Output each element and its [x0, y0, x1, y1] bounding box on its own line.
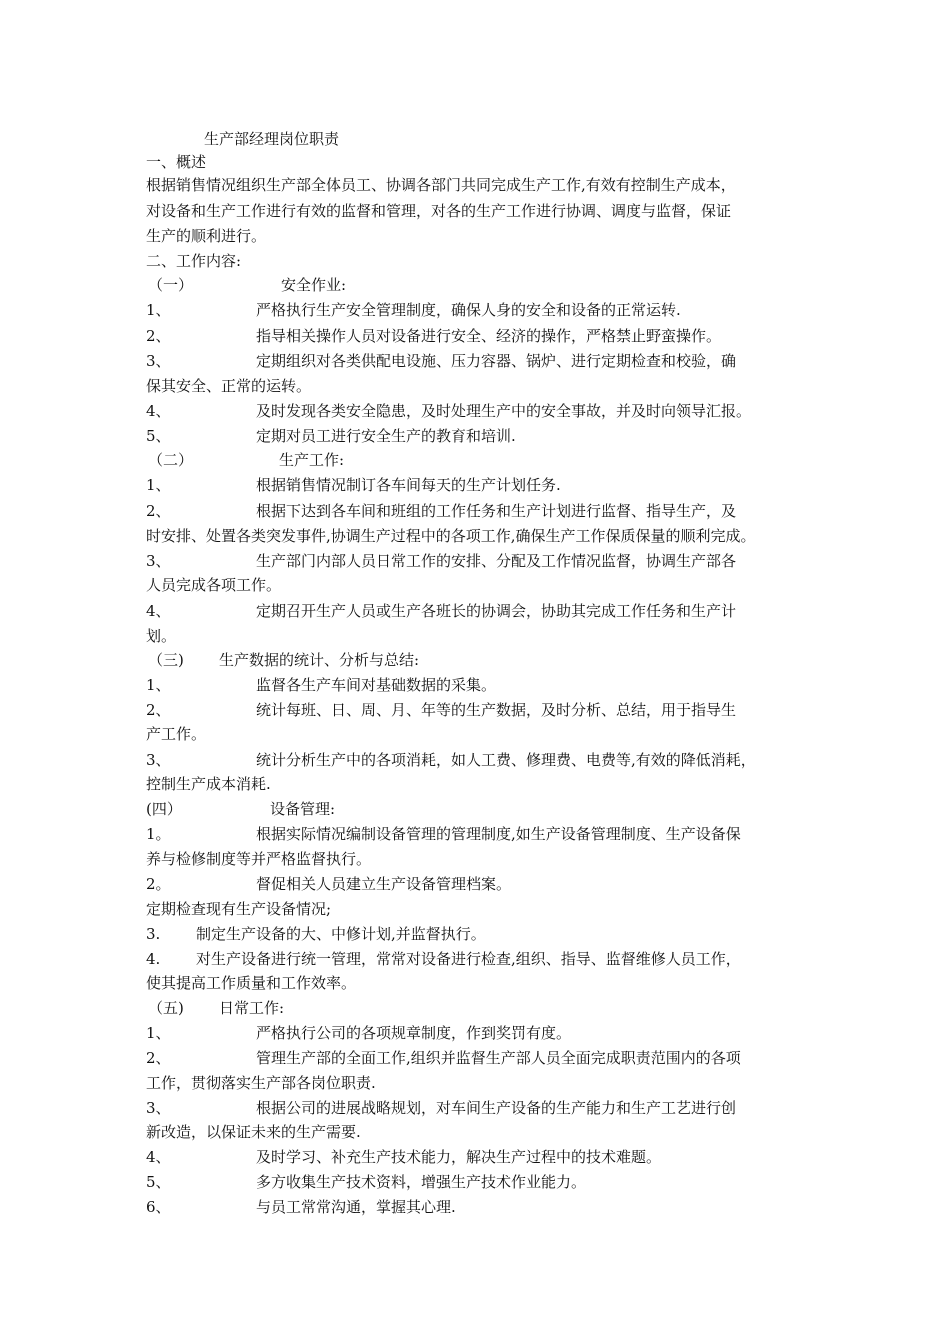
list-item: 1、 严格执行生产安全管理制度，确保人身的安全和设备的正常运转.	[146, 301, 681, 319]
page-title: 生产部经理岗位职责	[204, 130, 340, 148]
list-item: 2、 指导相关操作人员对设备进行安全、经济的操作，严格禁止野蛮操作。	[146, 327, 722, 345]
list-item: 2、 管理生产部的全面工作,组织并监督生产部人员全面完成职责范围内的各项	[146, 1049, 741, 1067]
list-item: 5、 定期对员工进行安全生产的教育和培训.	[146, 427, 516, 445]
list-item: 2。 督促相关人员建立生产设备管理档案。	[146, 875, 512, 893]
list-item: 3、 统计分析生产中的各项消耗，如人工费、修理费、电费等,有效的降低消耗，	[146, 751, 756, 769]
list-item-continuation: 人员完成各项工作。	[146, 576, 282, 594]
list-item-continuation: 使其提高工作质量和工作效率。	[146, 974, 357, 992]
list-item: 4、 及时发现各类安全隐患，及时处理生产中的安全事故，并及时向领导汇报。	[146, 402, 752, 420]
list-item: 6、 与员工常常沟通，掌握其心理.	[146, 1198, 456, 1216]
section-title: 日常工作:	[219, 999, 285, 1017]
list-item: 1、 监督各生产车间对基础数据的采集。	[146, 676, 497, 694]
list-item-continuation: 养与检修制度等并严格监督执行。	[146, 850, 372, 868]
list-item: 1、 严格执行公司的各项规章制度，作到奖罚有度。	[146, 1024, 572, 1042]
list-item-continuation: 时安排、处置各类突发事件,协调生产过程中的各项工作,确保生产工作保质保量的顺利完成。	[146, 527, 756, 545]
list-item: 1。 根据实际情况编制设备管理的管理制度,如生产设备管理制度、生产设备保	[146, 825, 741, 843]
list-item-continuation: 保其安全、正常的运转。	[146, 377, 312, 395]
list-item-continuation: 控制生产成本消耗.	[146, 775, 271, 793]
list-item: 3、 生产部门内部人员日常工作的安排、分配及工作情况监督，协调生产部各	[146, 552, 737, 570]
list-item-continuation: 新改造，以保证未来的生产需要.	[146, 1123, 361, 1141]
list-item: 4、 及时学习、补充生产技术能力，解决生产过程中的技术难题。	[146, 1148, 662, 1166]
list-item: 3. 制定生产设备的大、中修计划,并监督执行。	[146, 925, 486, 943]
list-item: 4、 定期召开生产人员或生产各班长的协调会，协助其完成工作任务和生产计	[146, 602, 737, 620]
section-title: 安全作业:	[281, 276, 347, 294]
list-item: 3、 根据公司的进展战略规划，对车间生产设备的生产能力和生产工艺进行创	[146, 1099, 737, 1117]
section-title: 生产工作:	[279, 451, 345, 469]
list-item: 定期检查现有生产设备情况;	[146, 900, 332, 918]
overview-line: 生产的顺利进行。	[146, 227, 267, 245]
list-item-continuation: 划。	[146, 627, 177, 645]
section-title: 生产数据的统计、分析与总结:	[219, 651, 420, 669]
overview-line: 对设备和生产工作进行有效的监督和管理，对各的生产工作进行协调、调度与监督，保证	[146, 202, 732, 220]
list-item: 2、 根据下达到各车间和班组的工作任务和生产计划进行监督、指导生产，及	[146, 502, 737, 520]
list-item: 1、 根据销售情况制订各车间每天的生产计划任务.	[146, 476, 561, 494]
content-heading: 二、工作内容:	[146, 252, 242, 270]
list-item-continuation: 工作，贯彻落实生产部各岗位职责.	[146, 1074, 376, 1092]
overview-heading: 一、概述	[146, 153, 207, 171]
section-title: 设备管理:	[270, 800, 336, 818]
list-item-continuation: 产工作。	[146, 725, 207, 743]
list-item: 5、 多方收集生产技术资料，增强生产技术作业能力。	[146, 1173, 587, 1191]
list-item: 4. 对生产设备进行统一管理，常常对设备进行检查,组织、指导、监督维修人员工作，	[146, 950, 741, 968]
overview-line: 根据销售情况组织生产部全体员工、协调各部门共同完成生产工作,有效有控制生产成本，	[146, 176, 736, 194]
list-item: 2、 统计每班、日、周、月、年等的生产数据，及时分析、总结，用于指导生	[146, 701, 737, 719]
list-item: 3、 定期组织对各类供配电设施、压力容器、锅炉、进行定期检查和校验，确	[146, 352, 737, 370]
